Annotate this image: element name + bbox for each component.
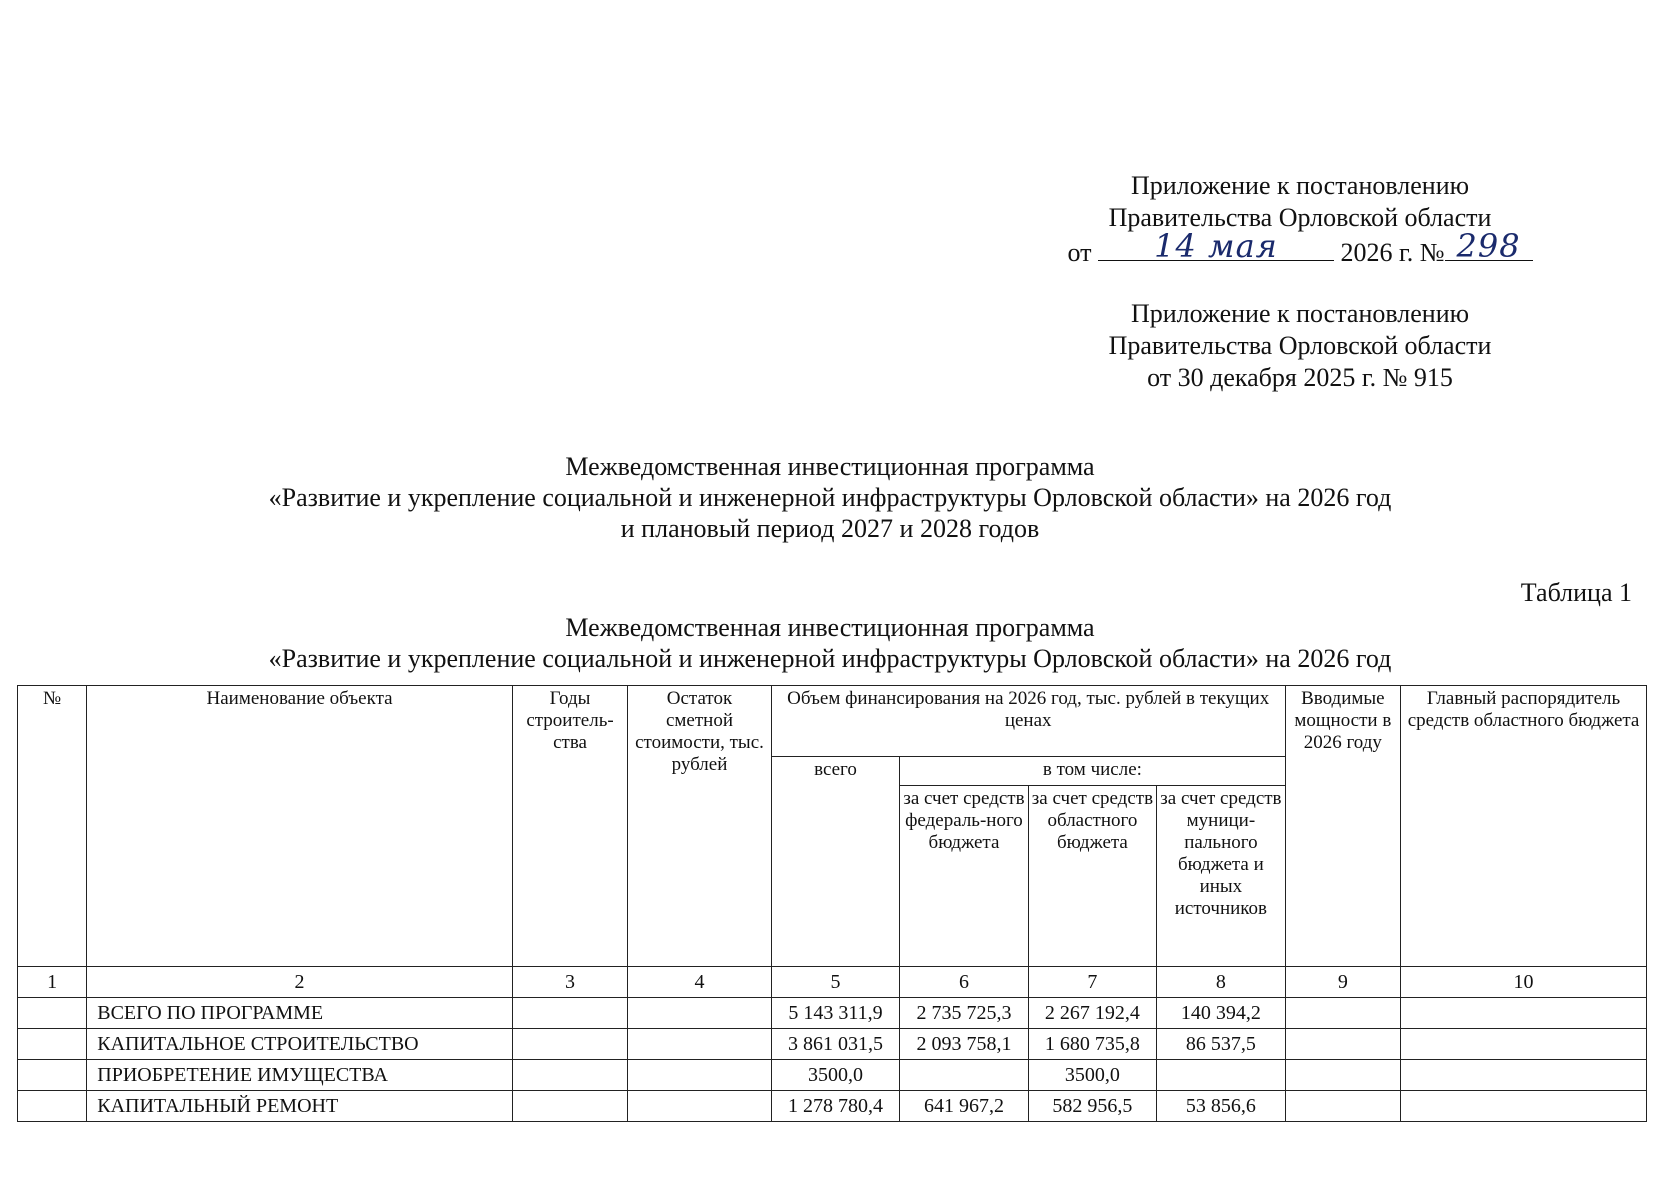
header-municipal: за счет средств муници-пального бюджета и иных источников — [1157, 786, 1285, 967]
cell-total: 1 278 780,4 — [771, 1091, 899, 1122]
appendix-new-block — [1020, 170, 1580, 269]
cell-federal: 641 967,2 — [900, 1091, 1028, 1122]
column-number: 2 — [87, 967, 513, 998]
cell-regional: 3500,0 — [1028, 1060, 1156, 1091]
column-number: 8 — [1157, 967, 1285, 998]
cell-admin — [1401, 1060, 1647, 1091]
cell-total: 3500,0 — [771, 1060, 899, 1091]
appendix-new-line2: Правительства Орловской области — [1108, 203, 1492, 232]
handwritten-number: 298 — [1456, 227, 1521, 265]
column-number: 4 — [628, 967, 772, 998]
header-including: в том числе: — [900, 757, 1285, 786]
main-title-line2: «Развитие и укрепление социальной и инженерной инфраструктуры Орловской области» на 2026 год — [268, 483, 1392, 512]
appendix-old-line1: Приложение к постановлению — [1130, 299, 1470, 328]
column-number: 10 — [1401, 967, 1647, 998]
header-years: Годы строитель-ства — [512, 686, 627, 967]
cell-years — [512, 1029, 627, 1060]
header-name: Наименование объекта — [87, 686, 513, 967]
cell-regional: 1 680 735,8 — [1028, 1029, 1156, 1060]
main-title — [130, 451, 1530, 544]
column-number: 7 — [1028, 967, 1156, 998]
header-power: Вводимые мощности в 2026 году — [1285, 686, 1400, 967]
table-title — [130, 612, 1530, 674]
main-title-line3: и плановый период 2027 и 2028 годов — [620, 514, 1040, 543]
cell-power — [1285, 998, 1400, 1029]
header-admin: Главный распорядитель средств областного бюджета — [1401, 686, 1647, 967]
cell-num — [18, 1029, 87, 1060]
cell-municipal: 53 856,6 — [1157, 1091, 1285, 1122]
cell-federal: 2 735 725,3 — [900, 998, 1028, 1029]
cell-total: 3 861 031,5 — [771, 1029, 899, 1060]
cell-years — [512, 1060, 627, 1091]
table-row — [18, 1060, 1647, 1091]
cell-power — [1285, 1091, 1400, 1122]
table-row — [18, 1029, 1647, 1060]
year-text: 2026 г. № — [1340, 238, 1445, 267]
cell-regional: 582 956,5 — [1028, 1091, 1156, 1122]
header-num: № — [18, 686, 87, 967]
cell-regional: 2 267 192,4 — [1028, 998, 1156, 1029]
table-row — [18, 998, 1647, 1029]
cell-years — [512, 998, 627, 1029]
financing-table — [17, 685, 1647, 1122]
header-regional: за счет средств областного бюджета — [1028, 786, 1156, 967]
cell-rest — [628, 998, 772, 1029]
header-total: всего — [771, 757, 899, 967]
cell-name: ВСЕГО ПО ПРОГРАММЕ — [87, 998, 513, 1029]
cell-admin — [1401, 1091, 1647, 1122]
cell-name: КАПИТАЛЬНЫЙ РЕМОНТ — [87, 1091, 513, 1122]
table-title-line1: Межведомственная инвестиционная программа — [565, 613, 1095, 642]
cell-years — [512, 1091, 627, 1122]
table-title-line2: «Развитие и укрепление социальной и инженерной инфраструктуры Орловской области» на 2026 год — [268, 644, 1392, 673]
cell-municipal: 86 537,5 — [1157, 1029, 1285, 1060]
main-title-line1: Межведомственная инвестиционная программа — [565, 452, 1095, 481]
column-number: 6 — [900, 967, 1028, 998]
cell-total: 5 143 311,9 — [771, 998, 899, 1029]
cell-num — [18, 1060, 87, 1091]
cell-rest — [628, 1060, 772, 1091]
cell-name: КАПИТАЛЬНОЕ СТРОИТЕЛЬСТВО — [87, 1029, 513, 1060]
appendix-old-line3: от 30 декабря 2025 г. № 915 — [1147, 363, 1453, 392]
table-label: Таблица 1 — [1520, 578, 1632, 607]
handwritten-date: 14 мая — [1154, 227, 1278, 265]
header-rest: Остаток сметной стоимости, тыс. рублей — [628, 686, 772, 967]
cell-num — [18, 998, 87, 1029]
cell-rest — [628, 1091, 772, 1122]
cell-municipal — [1157, 1060, 1285, 1091]
cell-admin — [1401, 998, 1647, 1029]
header-finance: Объем финансирования на 2026 год, тыс. рублей в текущих ценах — [771, 686, 1285, 757]
table-row — [18, 1091, 1647, 1122]
appendix-old-block — [1020, 298, 1580, 394]
cell-federal: 2 093 758,1 — [900, 1029, 1028, 1060]
appendix-new-line1: Приложение к постановлению — [1130, 171, 1470, 200]
column-number: 3 — [512, 967, 627, 998]
cell-power — [1285, 1029, 1400, 1060]
cell-num — [18, 1091, 87, 1122]
number-blank — [1445, 227, 1533, 265]
column-number: 1 — [18, 967, 87, 998]
column-number-row — [18, 967, 1647, 998]
cell-rest — [628, 1029, 772, 1060]
date-prefix: от — [1067, 238, 1092, 267]
appendix-new-date-line — [1020, 227, 1580, 269]
header-federal: за счет средств федераль-ного бюджета — [900, 786, 1028, 967]
cell-power — [1285, 1060, 1400, 1091]
appendix-old-line2: Правительства Орловской области — [1108, 331, 1492, 360]
cell-name: ПРИОБРЕТЕНИЕ ИМУЩЕСТВА — [87, 1060, 513, 1091]
date-blank — [1098, 227, 1334, 265]
cell-admin — [1401, 1029, 1647, 1060]
cell-federal — [900, 1060, 1028, 1091]
column-number: 5 — [771, 967, 899, 998]
column-number: 9 — [1285, 967, 1400, 998]
cell-municipal: 140 394,2 — [1157, 998, 1285, 1029]
